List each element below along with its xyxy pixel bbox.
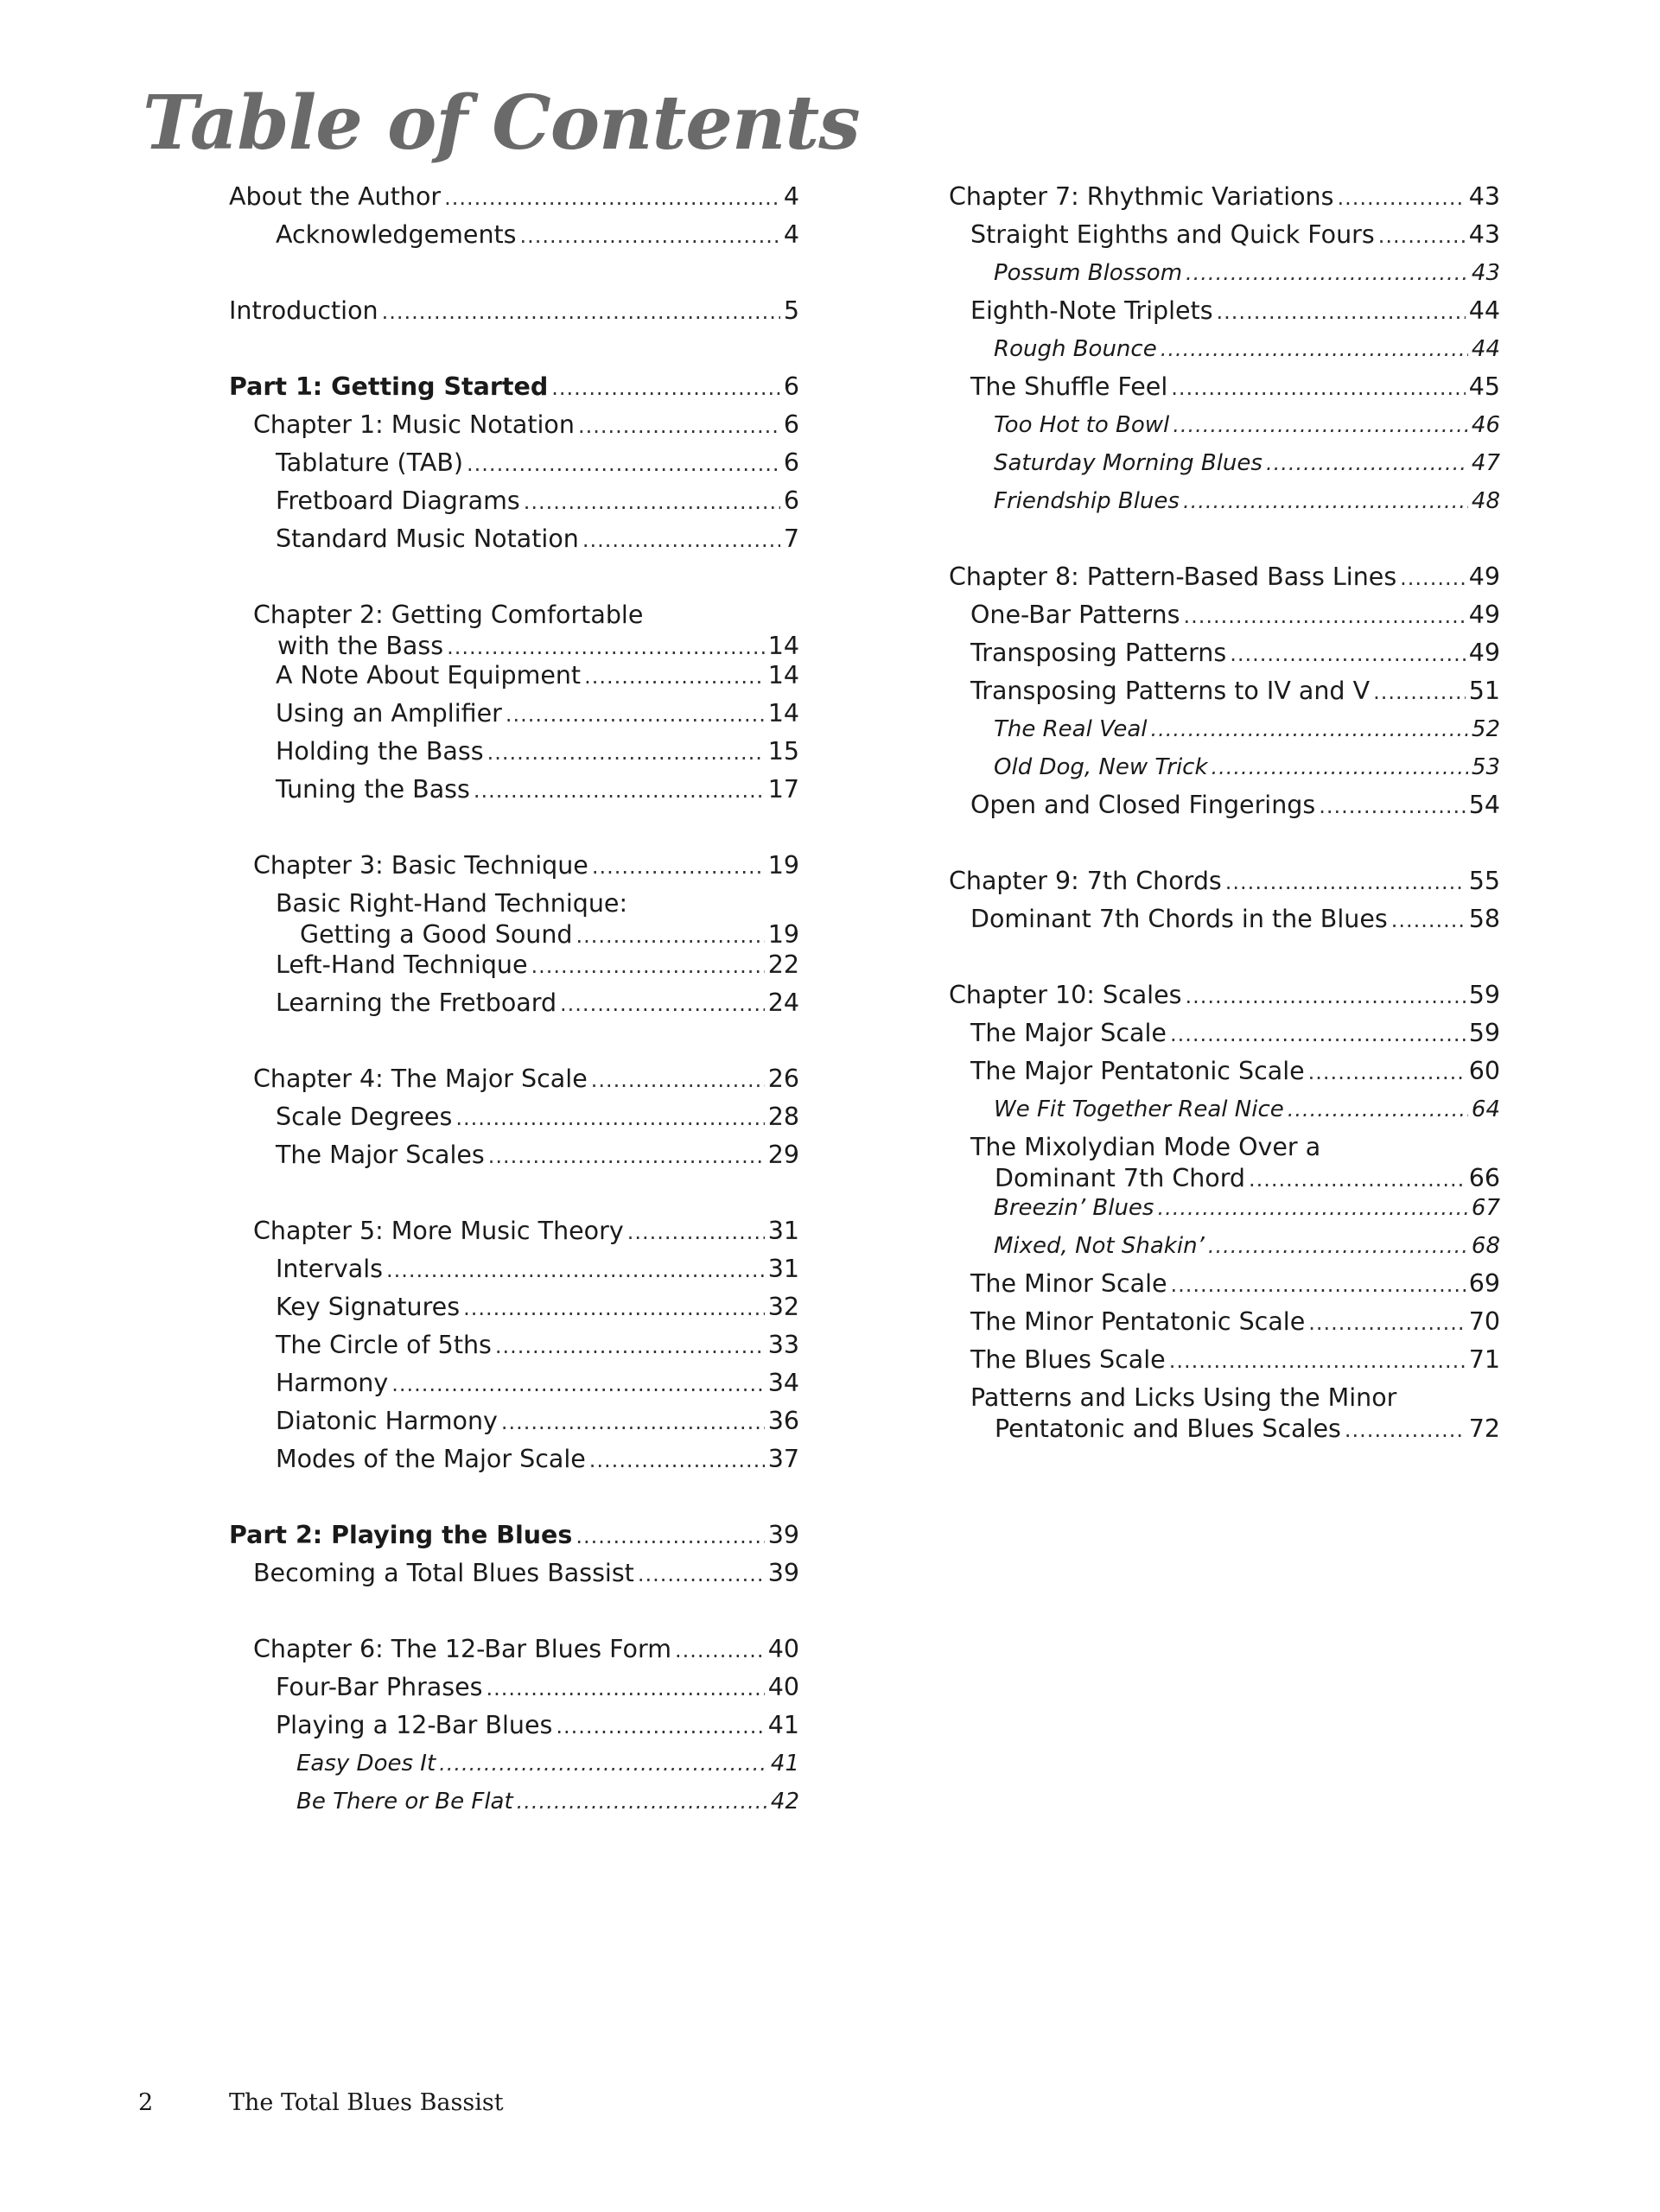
toc-entry[interactable] [229, 1520, 799, 1551]
toc-entry[interactable] [949, 904, 1500, 935]
toc-entry[interactable] [229, 988, 799, 1019]
toc-entry[interactable] [229, 1140, 799, 1171]
toc-entry[interactable] [229, 1216, 799, 1247]
dot-leader [584, 661, 765, 692]
toc-entry-page: 59 [1468, 981, 1500, 1009]
dot-leader [1208, 1230, 1468, 1262]
toc-entry-page: 53 [1471, 754, 1500, 780]
toc-entry[interactable] [229, 1330, 799, 1361]
dot-leader [386, 1255, 765, 1286]
toc-entry[interactable] [949, 257, 1500, 289]
toc-entry-page: 64 [1471, 1096, 1500, 1122]
toc-entry[interactable] [949, 1192, 1500, 1224]
toc-entry-page: 49 [1468, 601, 1500, 629]
dot-leader [1151, 714, 1468, 745]
toc-entry-title: The Major Scale [970, 1019, 1167, 1047]
toc-entry[interactable] [229, 1634, 799, 1665]
toc-entry-title: Dominant 7th Chords in the Blues [970, 905, 1388, 933]
toc-entry[interactable] [949, 714, 1500, 745]
dot-leader [576, 1521, 764, 1552]
toc-entry[interactable] [229, 524, 799, 555]
toc-entry-title: Basic Right-Hand Technique: [276, 889, 628, 918]
toc-entry[interactable] [229, 950, 799, 981]
toc-entry-title: About the Author [229, 182, 442, 211]
toc-entry[interactable] [949, 1094, 1500, 1125]
toc-entry-page: 59 [1468, 1019, 1500, 1047]
toc-entry[interactable] [949, 676, 1500, 707]
toc-entry-page: 14 [767, 661, 799, 690]
toc-entry-title-continued: with the Bass [277, 632, 444, 660]
toc-entry[interactable] [949, 866, 1500, 897]
dot-leader [1157, 1192, 1467, 1224]
toc-entry-title: Saturday Morning Blues [994, 450, 1262, 476]
toc-entry-title: Chapter 1: Music Notation [253, 410, 575, 439]
dot-leader [1183, 601, 1465, 632]
toc-entry-page: 33 [767, 1330, 799, 1359]
toc-entry-title: The Blues Scale [970, 1345, 1166, 1375]
dot-leader [1337, 182, 1465, 213]
dot-leader [1171, 372, 1465, 404]
toc-entry-title: Patterns and Licks Using the Minor [970, 1383, 1397, 1413]
dot-leader [1319, 791, 1466, 822]
toc-entry-page: 58 [1468, 905, 1500, 933]
toc-entry[interactable] [229, 1254, 799, 1285]
toc-entry[interactable] [949, 1382, 1500, 1445]
toc-entry-page: 45 [1468, 372, 1500, 401]
toc-entry[interactable] [229, 181, 799, 213]
toc-entry-title: Left-Hand Technique [276, 950, 528, 979]
toc-entry-page: 42 [770, 1788, 799, 1815]
dot-leader [638, 1559, 765, 1590]
toc-entry[interactable] [229, 410, 799, 441]
toc-entry[interactable] [949, 1056, 1500, 1087]
toc-entry-title: Modes of the Major Scale [276, 1444, 586, 1473]
toc-entry-page: 6 [783, 448, 799, 477]
dot-leader [1288, 1094, 1468, 1125]
toc-entry[interactable] [229, 1292, 799, 1323]
toc-entry-page: 41 [767, 1710, 799, 1739]
toc-entry-page: 36 [767, 1406, 799, 1435]
toc-entry-page: 14 [767, 632, 799, 660]
toc-entry-title: Harmony [276, 1368, 389, 1397]
toc-entry-page: 69 [1468, 1269, 1500, 1299]
toc-entry[interactable] [229, 1406, 799, 1437]
dot-leader [1308, 1057, 1466, 1088]
toc-entry-page: 72 [1468, 1414, 1500, 1444]
toc-entry-title: Chapter 7: Rhythmic Variations [949, 182, 1334, 211]
toc-entry-page: 26 [767, 1064, 799, 1093]
dot-leader [1345, 1414, 1466, 1446]
toc-entry[interactable] [229, 1672, 799, 1703]
dot-leader [582, 524, 780, 556]
toc-entry-title: Standard Music Notation [276, 524, 579, 553]
toc-entry[interactable] [229, 1444, 799, 1475]
toc-entry-title: The Minor Scale [970, 1269, 1167, 1299]
toc-entry[interactable] [949, 334, 1500, 365]
toc-entry-title: Chapter 10: Scales [949, 981, 1182, 1009]
toc-entry-page: 32 [767, 1292, 799, 1321]
dot-leader [444, 182, 780, 213]
toc-entry-title: Easy Does It [296, 1750, 436, 1777]
dot-leader [524, 486, 780, 518]
toc-entry[interactable] [229, 774, 799, 805]
toc-entry[interactable] [229, 486, 799, 517]
toc-entry[interactable] [229, 600, 799, 662]
toc-entry[interactable] [229, 850, 799, 881]
dot-leader [1249, 1164, 1466, 1195]
footer-book-title: The Total Blues Bassist [229, 2089, 504, 2116]
toc-entry-title: The Shuffle Feel [970, 372, 1168, 401]
toc-entry-page: 54 [1468, 791, 1500, 819]
toc-entry-page: 40 [767, 1634, 799, 1663]
toc-entry[interactable] [949, 486, 1500, 517]
toc-entry-title: Chapter 2: Getting Comfortable [253, 601, 644, 629]
toc-entry[interactable] [229, 372, 799, 403]
toc-entry-page: 43 [1468, 220, 1500, 249]
footer-page-number: 2 [138, 2089, 154, 2116]
dot-leader [1185, 981, 1465, 1012]
toc-entry-page: 49 [1468, 563, 1500, 591]
toc-entry[interactable] [229, 1748, 799, 1779]
toc-entry-page: 37 [767, 1444, 799, 1473]
dot-leader [1225, 867, 1466, 898]
toc-entry-title: Chapter 6: The 12-Bar Blues Form [253, 1634, 671, 1663]
dot-leader [501, 1407, 765, 1438]
dot-leader [1400, 563, 1466, 594]
toc-entry-title: Playing a 12-Bar Blues [276, 1710, 553, 1739]
toc-entry[interactable] [229, 660, 799, 691]
toc-entry-title: One-Bar Patterns [970, 601, 1180, 629]
toc-entry-page: 22 [767, 950, 799, 979]
dot-leader [455, 1103, 764, 1134]
dot-leader [391, 1369, 764, 1400]
toc-entry-title: A Note About Equipment [276, 661, 582, 690]
toc-entry-page: 40 [767, 1672, 799, 1701]
dot-leader [1186, 257, 1468, 289]
toc-entry[interactable] [949, 181, 1500, 213]
toc-entry-title: Be There or Be Flat [296, 1788, 513, 1815]
toc-entry-page: 29 [767, 1140, 799, 1169]
toc-entry-title: Chapter 9: 7th Chords [949, 867, 1222, 895]
dot-leader [487, 737, 765, 768]
toc-entry-page: 51 [1468, 677, 1500, 705]
toc-entry-title: Fretboard Diagrams [276, 486, 520, 515]
toc-entry[interactable] [949, 600, 1500, 631]
toc-entry-page: 71 [1468, 1345, 1500, 1375]
toc-entry-title: Using an Amplifier [276, 699, 502, 728]
toc-entry-title: Scale Degrees [276, 1102, 453, 1131]
toc-entry-page: 66 [1468, 1164, 1500, 1192]
toc-entry-title-continued: Dominant 7th Chord [995, 1164, 1246, 1192]
toc-entry[interactable] [229, 698, 799, 729]
dot-leader [1173, 410, 1468, 441]
dot-leader [1171, 1269, 1466, 1300]
toc-entry-page: 6 [783, 372, 799, 401]
dot-leader [382, 296, 780, 327]
dot-leader [589, 1445, 765, 1476]
toc-entry-page: 4 [783, 220, 799, 249]
toc-entry-page: 24 [767, 988, 799, 1017]
toc-entry-page: 39 [767, 1520, 799, 1549]
toc-entry-title: Becoming a Total Blues Bassist [253, 1558, 634, 1587]
dot-leader [447, 632, 765, 663]
toc-entry-page: 39 [767, 1558, 799, 1587]
dot-leader [1391, 905, 1466, 936]
toc-entry-page: 31 [767, 1254, 799, 1283]
toc-entry-title: Old Dog, New Trick [994, 754, 1208, 780]
toc-entry-page: 17 [767, 775, 799, 804]
toc-entry-title: Diatonic Harmony [276, 1406, 498, 1435]
toc-entry-page: 5 [783, 296, 799, 325]
dot-leader [591, 1065, 765, 1096]
toc-entry-page: 43 [1471, 260, 1500, 286]
toc-entry-title: Too Hot to Bowl [994, 412, 1170, 438]
toc-entry-page: 46 [1471, 412, 1500, 438]
toc-entry-title: Chapter 5: More Music Theory [253, 1216, 624, 1245]
toc-entry-page: 19 [767, 851, 799, 880]
toc-entry-page: 44 [1468, 296, 1500, 325]
toc-entry-page: 48 [1471, 488, 1500, 514]
toc-entry[interactable] [949, 448, 1500, 479]
toc-entry-title: Part 2: Playing the Blues [229, 1520, 573, 1549]
toc-entry-title: Transposing Patterns to IV and V [970, 677, 1371, 705]
dot-leader [675, 1635, 765, 1666]
dot-leader [467, 448, 780, 480]
toc-entry-page: 14 [767, 699, 799, 728]
toc-entry-title: Transposing Patterns [970, 639, 1227, 667]
toc-entry[interactable] [229, 888, 799, 950]
dot-leader [556, 1711, 764, 1742]
toc-entry-title: Rough Bounce [994, 336, 1157, 362]
toc-entry-title: Chapter 8: Pattern-Based Bass Lines [949, 563, 1397, 591]
dot-leader [474, 775, 765, 806]
toc-entry-title: Breezin’ Blues [994, 1195, 1154, 1222]
toc-entry-title: Introduction [229, 296, 378, 325]
toc-entry-title: Possum Blossom [994, 260, 1183, 286]
toc-entry-title: The Real Veal [994, 716, 1148, 742]
toc-entry-title: Open and Closed Fingerings [970, 791, 1316, 819]
dot-leader [1183, 486, 1468, 517]
toc-entry-title: Learning the Fretboard [276, 988, 557, 1017]
toc-entry[interactable] [949, 1018, 1500, 1049]
dot-leader [1212, 752, 1468, 783]
toc-entry-page: 6 [783, 410, 799, 439]
dot-leader [576, 920, 764, 951]
dot-leader [1161, 334, 1468, 365]
toc-entry[interactable] [949, 1344, 1500, 1376]
toc-entry-page: 19 [767, 920, 799, 950]
dot-leader [1170, 1019, 1466, 1050]
dot-leader [1217, 296, 1466, 327]
toc-entry-page: 43 [1468, 182, 1500, 211]
dot-leader [487, 1673, 765, 1704]
toc-entry-title: Acknowledgements [276, 220, 517, 249]
toc-entry-title: We Fit Together Real Nice [994, 1096, 1284, 1122]
toc-entry[interactable] [229, 1368, 799, 1399]
toc-entry[interactable] [949, 1268, 1500, 1300]
toc-entry-title: The Major Scales [276, 1140, 485, 1169]
toc-entry-title: Friendship Blues [994, 488, 1180, 514]
toc-entry[interactable] [949, 1306, 1500, 1338]
toc-entry-title: The Mixolydian Mode Over a [970, 1133, 1321, 1161]
toc-entry[interactable] [229, 736, 799, 767]
toc-entry-page: 68 [1471, 1233, 1500, 1260]
toc-entry-title: Part 1: Getting Started [229, 372, 549, 401]
toc-entry-title-continued: Pentatonic and Blues Scales [995, 1414, 1341, 1444]
toc-entry-title: Tablature (TAB) [276, 448, 464, 477]
toc-entry-page: 34 [767, 1368, 799, 1397]
toc-entry-title: The Minor Pentatonic Scale [970, 1307, 1306, 1337]
toc-entry-page: 70 [1468, 1307, 1500, 1337]
toc-entry[interactable] [949, 1132, 1500, 1194]
dot-leader [560, 988, 765, 1020]
dot-leader [488, 1141, 765, 1172]
dot-leader [517, 1786, 767, 1817]
toc-entry-title: Eighth-Note Triplets [970, 296, 1213, 325]
toc-entry-page: 67 [1471, 1195, 1500, 1222]
toc-entry-page: 6 [783, 486, 799, 515]
toc-entry[interactable] [949, 410, 1500, 441]
dot-leader [531, 950, 765, 982]
toc-entry[interactable] [949, 752, 1500, 783]
dot-leader [520, 220, 780, 251]
toc-entry-title: Mixed, Not Shakin’ [994, 1233, 1205, 1260]
toc-entry[interactable] [229, 1786, 799, 1817]
toc-entry[interactable] [229, 1558, 799, 1589]
dot-leader [1230, 639, 1466, 670]
toc-entry[interactable] [229, 219, 799, 251]
toc-entry[interactable] [949, 296, 1500, 327]
toc-entry-title: The Major Pentatonic Scale [970, 1057, 1305, 1085]
toc-entry[interactable] [229, 296, 799, 327]
toc-entry-page: 52 [1471, 716, 1500, 742]
dot-leader [1373, 677, 1466, 708]
toc-entry-page: 41 [770, 1750, 799, 1777]
toc-entry-title: Holding the Bass [276, 737, 484, 766]
toc-entry[interactable] [949, 562, 1500, 593]
dot-leader [439, 1748, 767, 1779]
dot-leader [551, 372, 780, 404]
dot-leader [592, 851, 765, 882]
toc-entry[interactable] [949, 372, 1500, 403]
toc-entry[interactable] [949, 790, 1500, 821]
toc-entry-page: 31 [767, 1216, 799, 1245]
toc-entry[interactable] [949, 980, 1500, 1011]
dot-leader [578, 410, 780, 442]
dot-leader [1378, 220, 1466, 251]
toc-entry-title: Four-Bar Phrases [276, 1672, 483, 1701]
toc-entry[interactable] [229, 1102, 799, 1133]
toc-entry-page: 28 [767, 1102, 799, 1131]
toc-entry-page: 4 [783, 182, 799, 211]
dot-leader [495, 1331, 765, 1362]
dot-leader [1266, 448, 1468, 479]
toc-entry[interactable] [229, 1710, 799, 1741]
dot-leader [506, 699, 765, 730]
dot-leader [627, 1217, 765, 1248]
toc-entry-page: 44 [1471, 336, 1500, 362]
dot-leader [1169, 1345, 1466, 1376]
toc-entry[interactable] [229, 448, 799, 479]
dot-leader [1308, 1307, 1465, 1338]
toc-entry[interactable] [949, 1230, 1500, 1262]
page-title: Table of Contents [143, 79, 860, 167]
toc-entry-title: Chapter 3: Basic Technique [253, 851, 588, 880]
toc-entry-title: Key Signatures [276, 1292, 461, 1321]
toc-entry-title: Chapter 4: The Major Scale [253, 1064, 588, 1093]
toc-entry-page: 7 [783, 524, 799, 553]
toc-entry[interactable] [229, 1064, 799, 1095]
toc-entry-title: Intervals [276, 1254, 383, 1283]
toc-entry-page: 49 [1468, 639, 1500, 667]
toc-entry-title: The Circle of 5ths [276, 1330, 492, 1359]
toc-entry-page: 60 [1468, 1057, 1500, 1085]
toc-entry[interactable] [949, 219, 1500, 251]
toc-entry-title-continued: Getting a Good Sound [300, 920, 573, 950]
toc-entry-title: Straight Eighths and Quick Fours [970, 220, 1375, 249]
dot-leader [463, 1293, 765, 1324]
toc-entry-page: 15 [767, 737, 799, 766]
toc-entry-page: 47 [1471, 450, 1500, 476]
toc-entry-title: Tuning the Bass [276, 775, 470, 804]
toc-entry-page: 55 [1468, 867, 1500, 895]
toc-entry[interactable] [949, 638, 1500, 669]
